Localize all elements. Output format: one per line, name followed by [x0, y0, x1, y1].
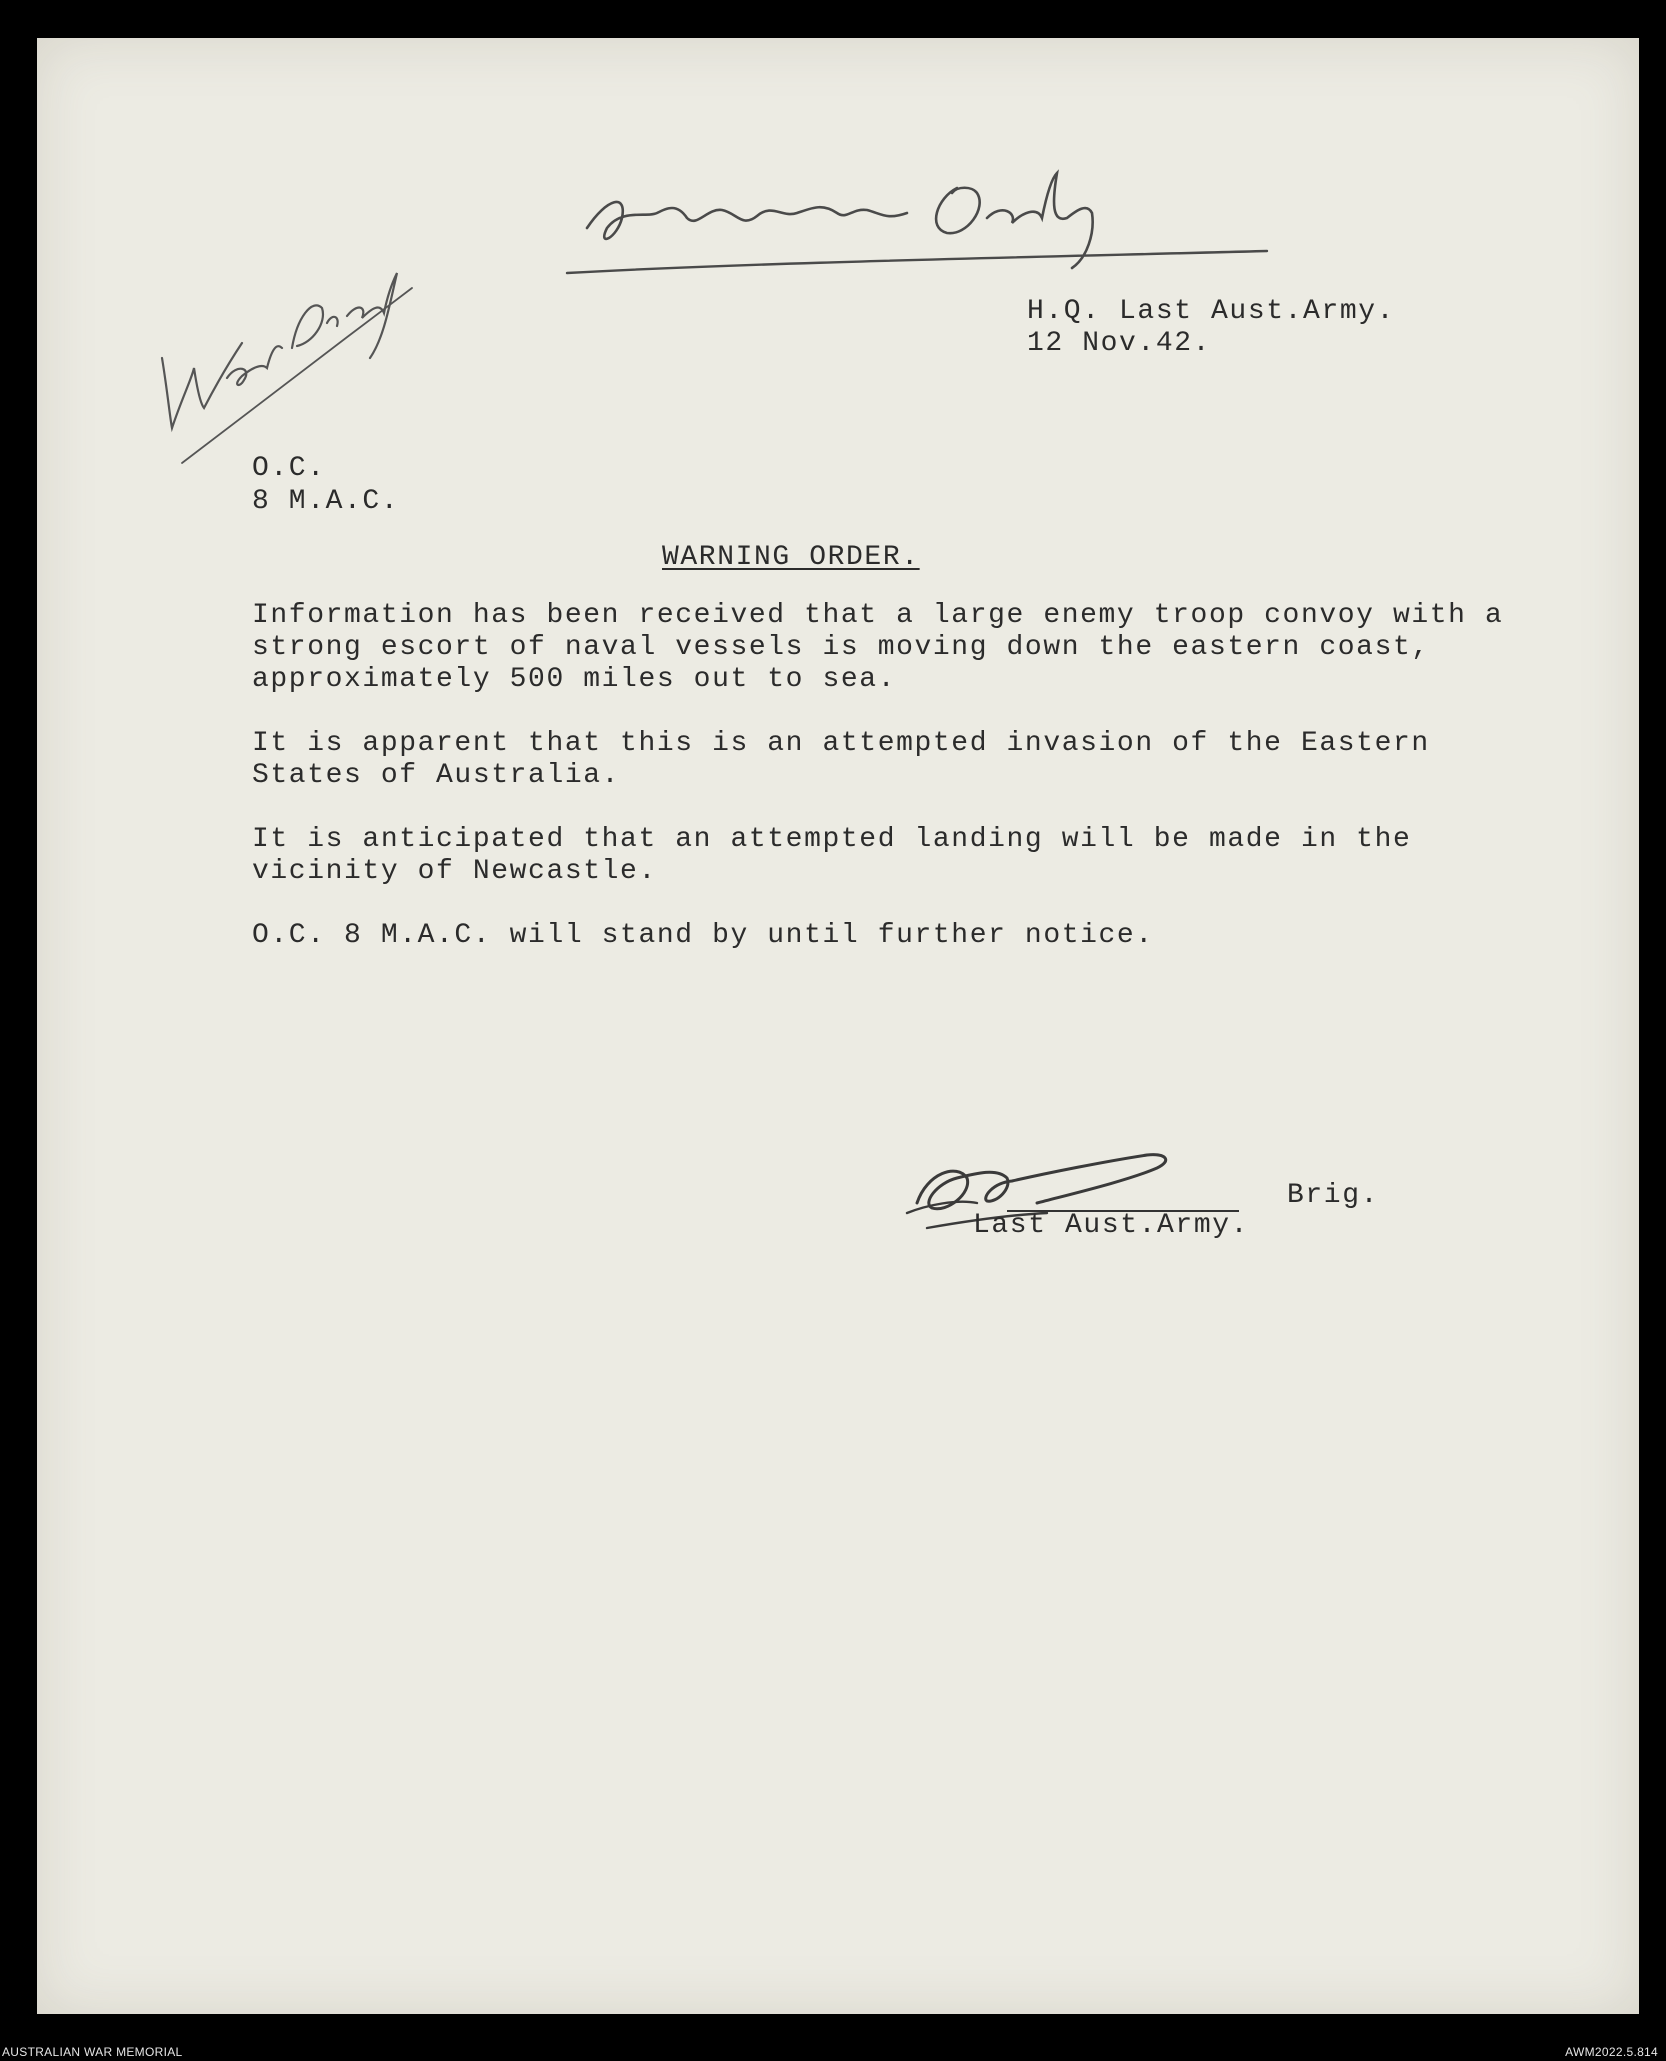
recipient-line-1: O.C.	[252, 453, 326, 484]
paragraph-3-line-2: vicinity of Newcastle.	[252, 856, 657, 887]
paragraph-1-line-3: approximately 500 miles out to sea.	[252, 664, 897, 695]
paragraph-1-line-2: strong escort of naval vessels is moving down the eastern coast,	[252, 632, 1430, 663]
paragraph-2-line-2: States of Australia.	[252, 760, 621, 791]
paragraph-3-line-1: It is anticipated that an attempted landing will be made in the	[252, 824, 1412, 855]
signature-rank: Brig.	[1287, 1180, 1380, 1211]
document-page	[37, 38, 1639, 2014]
paragraph-2-line-1: It is apparent that this is an attempted invasion of the Eastern	[252, 728, 1430, 759]
handwritten-war-diary	[122, 228, 422, 468]
document-title: WARNING ORDER.	[662, 542, 920, 573]
footer-accession-number: AWM2022.5.814	[1565, 2045, 1658, 2059]
letterhead-line-2: 12 Nov.42.	[1027, 328, 1212, 359]
paragraph-1-line-1: Information has been received that a large enemy troop convoy with a	[252, 600, 1504, 631]
handwritten-exercise-only	[547, 158, 1307, 288]
recipient-line-2: 8 M.A.C.	[252, 486, 400, 517]
signature-unit: Last Aust.Army.	[973, 1210, 1250, 1241]
letterhead-line-1: H.Q. Last Aust.Army.	[1027, 296, 1396, 327]
footer-credit: AUSTRALIAN WAR MEMORIAL	[2, 2045, 183, 2059]
paragraph-4-line-1: O.C. 8 M.A.C. will stand by until further notice.	[252, 920, 1154, 951]
